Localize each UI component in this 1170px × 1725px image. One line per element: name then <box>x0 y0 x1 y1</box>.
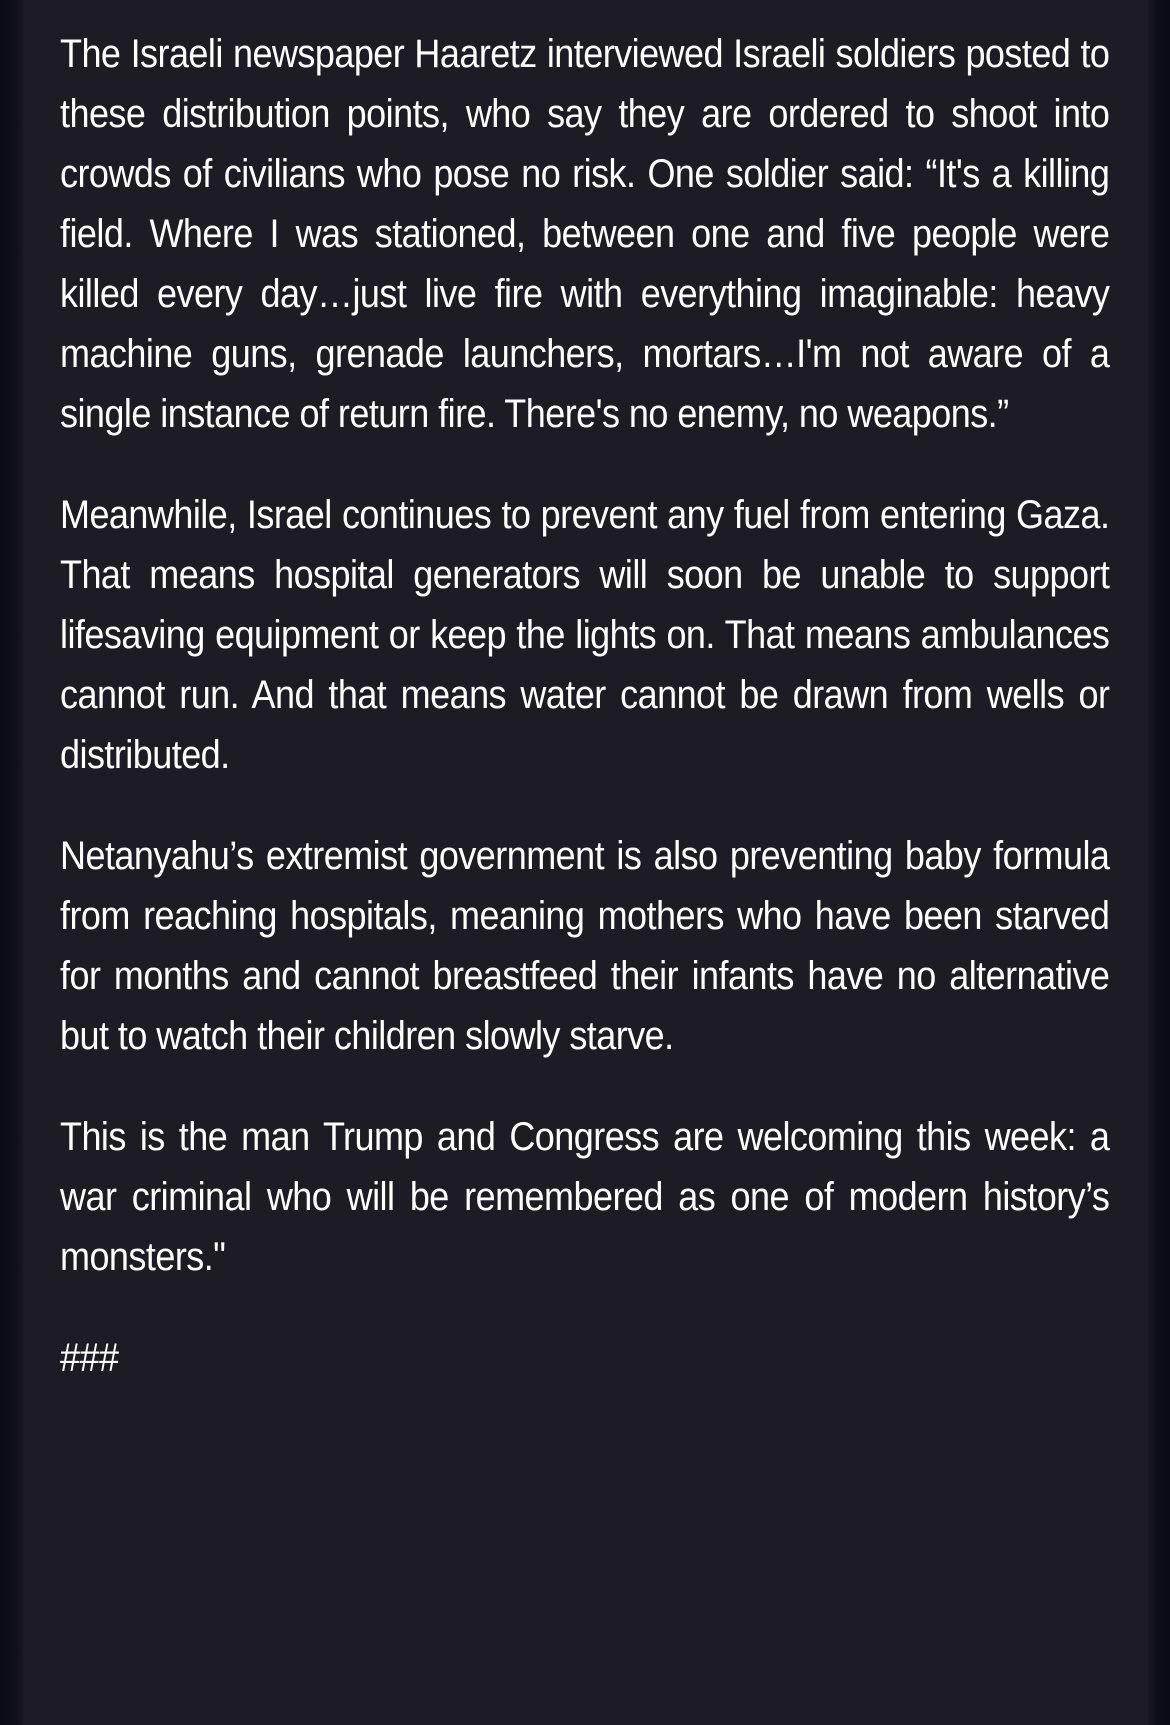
right-edge-shadow <box>1148 0 1170 1725</box>
end-mark: ### <box>60 1336 119 1380</box>
paragraph-fuel-blockade: Meanwhile, Israel continues to prevent any fuel from entering Gaza. That means hospital generators will soon be unable to support lifesaving equipment or keep the lights on. That means ambulances cannot run. And that means water cannot be drawn from wells or distributed. <box>60 493 1110 777</box>
left-edge-shadow <box>0 0 24 1725</box>
article-body <box>60 24 1109 1429</box>
paragraph-soldiers-testimony: The Israeli newspaper Haaretz interviewed Israeli soldiers posted to these distribution points, who say they are ordered to shoot into crowds of civilians who pose no risk. One soldier said: “It's a killing field. Where I was stationed, between one and five people were killed every day…just live fire with everything imaginable: heavy machine guns, grenade launchers, mortars…I'm not aware of a single instance of return fire. There's no enemy, no weapons.” <box>60 32 1110 436</box>
document-panel <box>24 0 1148 1725</box>
paragraph-baby-formula: Netanyahu’s extremist government is also preventing baby formula from reaching hospitals, meaning mothers who have been starved for months and cannot breastfeed their infants have no alternative but to watch their children slowly starve. <box>60 834 1110 1058</box>
paragraph-conclusion: This is the man Trump and Congress are welcoming this week: a war criminal who will be remembered as one of modern history’s monsters." <box>60 1115 1110 1279</box>
